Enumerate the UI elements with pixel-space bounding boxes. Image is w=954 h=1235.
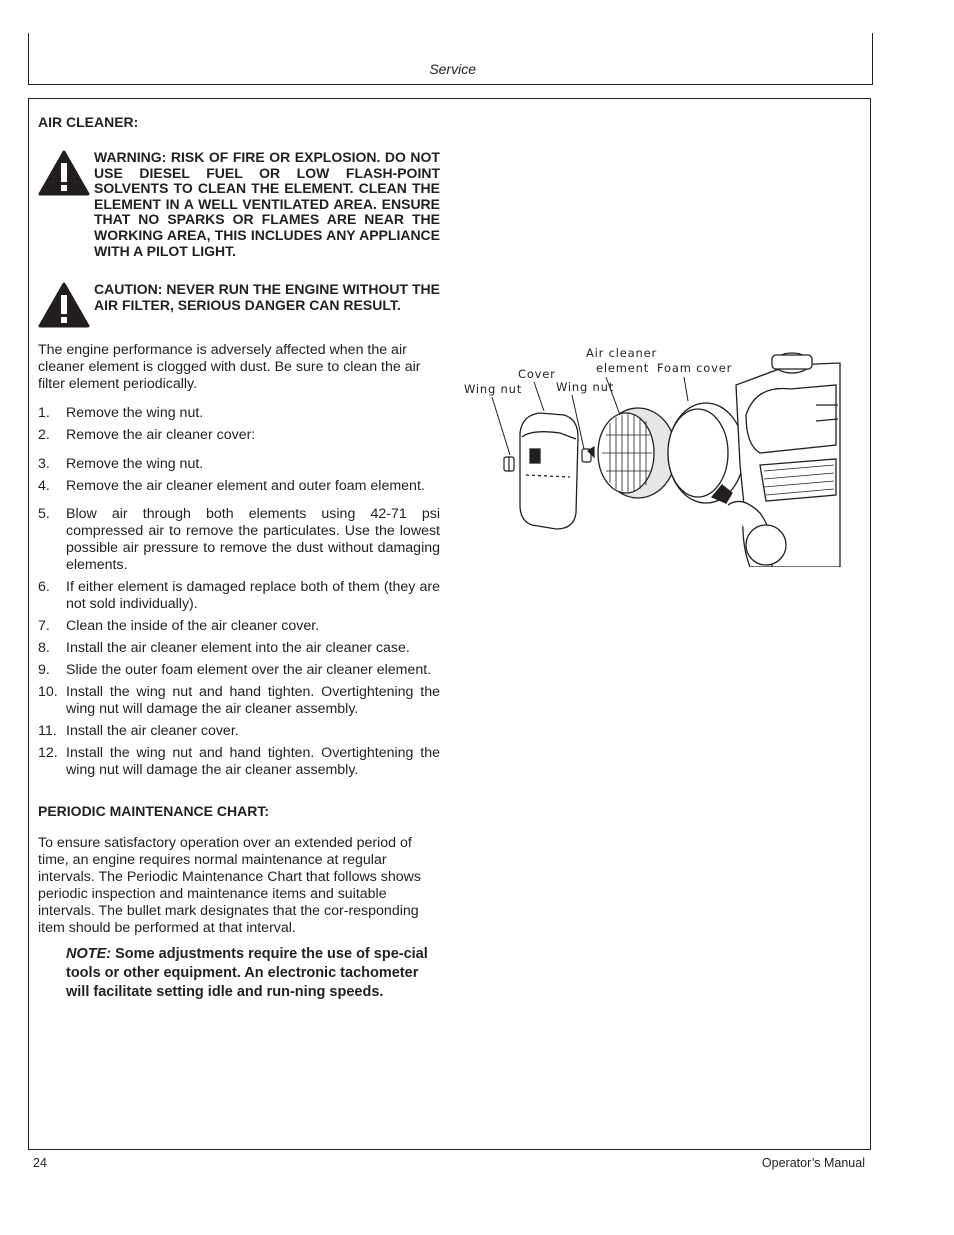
header-bar <box>28 33 873 85</box>
left-column <box>38 114 440 1002</box>
list-item: 12. Install the wing nut and hand tighten. Overtightening the wing nut will damage the air cleaner assembly. <box>38 745 440 779</box>
list-item: 5. Blow air through both elements using 42-71 psi compressed air to remove the particulates. Use the lowest possible air pressure to remove the dust without damaging elements. <box>38 506 440 574</box>
maintenance-heading: PERIODIC MAINTENANCE CHART: <box>38 803 269 820</box>
list-item: 1. Remove the wing nut. <box>38 405 204 422</box>
warning-block <box>38 150 440 259</box>
caution-block <box>38 282 440 328</box>
steps-list <box>38 405 440 779</box>
maintenance-paragraph: To ensure satisfactory operation over an extended period of time, an engine requires normal maintenance at regular intervals. The Periodic Maintenance Chart that follows shows periodic inspection and maintenance items and suitable intervals. The bullet mark designates that the cor-responding item should be performed at that interval. <box>38 835 421 937</box>
air-cleaner-exploded-diagram <box>460 345 842 567</box>
list-item: 8. Install the air cleaner element into the air cleaner case. <box>38 640 410 657</box>
filter-element-shape <box>598 408 676 498</box>
list-item: 7. Clean the inside of the air cleaner cover. <box>38 618 320 635</box>
caution-text: CAUTION: NEVER RUN THE ENGINE WITHOUT THE AIR FILTER, SERIOUS DANGER CAN RESULT. <box>94 281 440 313</box>
label-cover: Cover <box>518 367 556 381</box>
manual-title: Operator’s Manual <box>761 1156 865 1170</box>
page-number: 24 <box>33 1156 47 1170</box>
list-item: 4. Remove the air cleaner element and outer foam element. <box>38 478 425 495</box>
intro-paragraph: The engine performance is adversely affected when the air cleaner element is clogged with dust. Be sure to clean the air filter element periodically. <box>38 342 421 393</box>
wing-nut-right-shape <box>582 447 594 462</box>
section-title: Service <box>429 61 476 77</box>
label-wing-nut-left: Wing nut <box>464 382 523 396</box>
list-item: 10. Install the wing nut and hand tighten. Overtightening the wing nut will damage the air cleaner assembly. <box>38 684 440 718</box>
caution-triangle-icon <box>38 282 90 328</box>
list-item: 2. Remove the air cleaner cover: <box>38 427 256 444</box>
air-cleaner-heading: AIR CLEANER: <box>38 114 139 130</box>
note-block <box>66 945 434 1002</box>
label-air-cleaner-element-line2: element <box>596 361 650 375</box>
note-text: Some adjustments require the use of spe-cial tools or other equipment. An electronic tachometer will facilitate setting idle and run-ning speeds. <box>66 946 428 1001</box>
list-item: 9. Slide the outer foam element over the air cleaner element. <box>38 662 432 679</box>
cover-shape <box>520 413 578 529</box>
warning-triangle-icon <box>38 150 90 196</box>
label-wing-nut-right: Wing nut <box>556 380 615 394</box>
wing-nut-left-shape <box>504 457 514 471</box>
foam-cover-shape <box>668 403 744 503</box>
list-item: 11. Install the air cleaner cover. <box>38 723 239 740</box>
label-foam-cover: Foam cover <box>657 361 733 375</box>
warning-text: WARNING: RISK OF FIRE OR EXPLOSION. DO NOT USE DIESEL FUEL OR LOW FLASH-POINT SOLVENTS TO CLEAN THE ELEMENT. CLEAN THE ELEMENT IN A WELL VENTILATED AREA. ENSURE THAT NO SPARKS OR FLAMES ARE NEAR THE WORKING AREA, THIS INCLUDES ANY APPLIANCE WITH A PILOT LIGHT. <box>94 149 440 259</box>
list-item: 6. If either element is damaged replace both of them (they are not sold individually). <box>38 579 440 613</box>
note-label: NOTE: <box>66 946 112 963</box>
label-air-cleaner-element-line1: Air cleaner <box>586 346 657 360</box>
list-item: 3. Remove the wing nut. <box>38 456 204 473</box>
